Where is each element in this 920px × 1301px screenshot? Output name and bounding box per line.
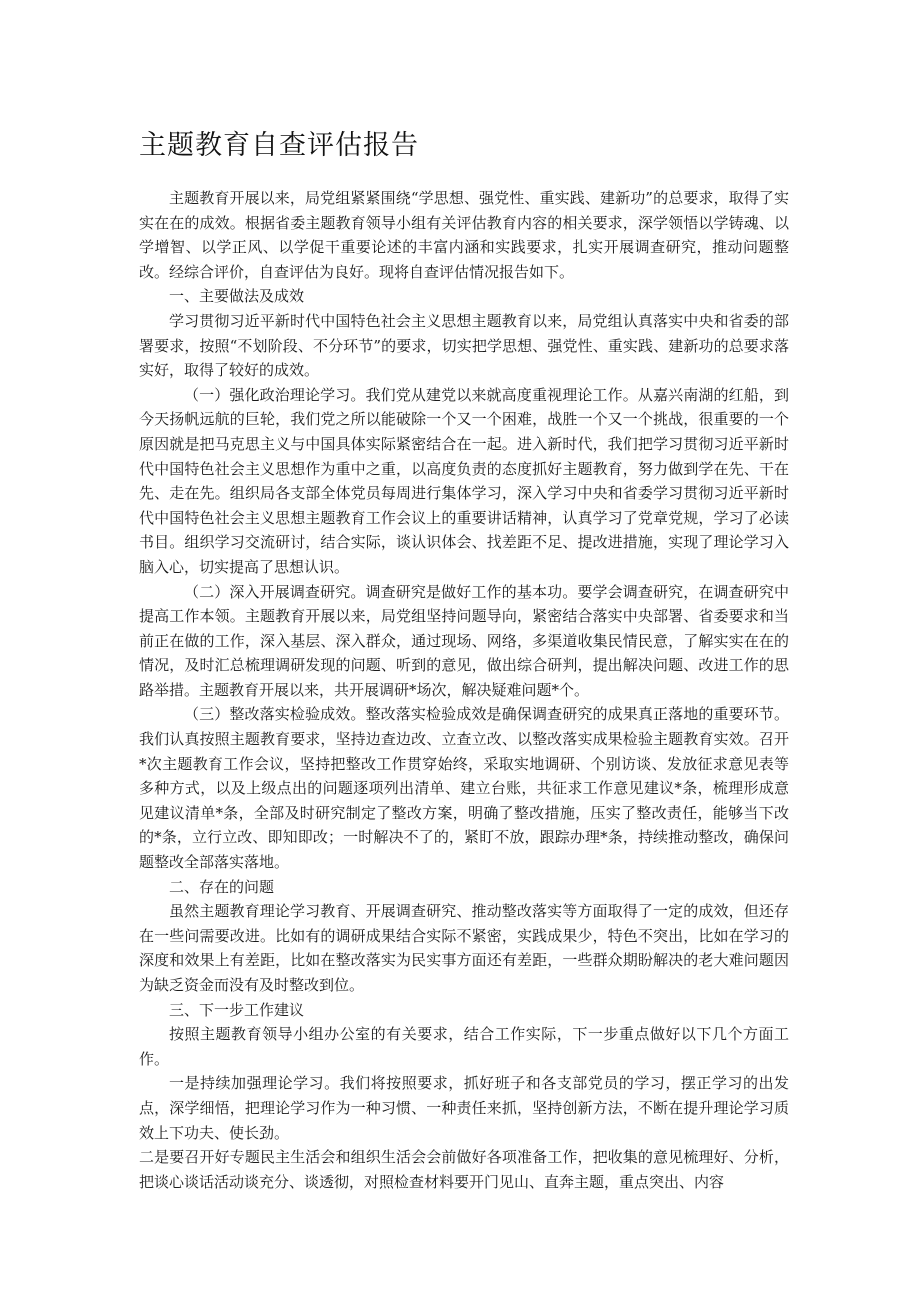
section-3-lead: 按照主题教育领导小组办公室的有关要求，结合工作实际，下一步重点做好以下几个方面工作。 <box>139 1025 789 1068</box>
section-2-body: 虽然主题教育理论学习教育、开展调查研究、推动整改落实等方面取得了一定的成效，但还存在一些问需要改进。比如有的调研成果结合实际不紧密，实践成果少，特色不突出，比如在学习的深度和效果上有差距，比如在整改落实为民实事方面还有差距，一些群众期盼解决的老大难问题因为缺乏资金而没有及时整改到位。 <box>139 902 789 994</box>
section-1-item-2: （二）深入开展调查研究。调查研究是做好工作的基本功。要学会调查研究，在调查研究中提高工作本领。主题教育开展以来，局党组坚持问题导向，紧密结合落实中央部署、省委要求和当前正在做的工作，深入基层、深入群众，通过现场、网络，多渠道收集民情民意，了解实实在在的情况，及时汇总梳理调研发现的问题、听到的意见，做出综合研判，提出解决问题、改进工作的思路举措。主题教育开展以来，共开展调研*场次，解决疑难问题*个。 <box>139 582 789 699</box>
section-2-heading: 二、存在的问题 <box>169 877 275 896</box>
section-3-heading: 三、下一步工作建议 <box>169 1000 305 1019</box>
section-1-lead: 学习贯彻习近平新时代中国特色社会主义思想主题教育以来，局党组认真落实中央和省委的部署要求，按照“不划阶段、不分环节”的要求，切实把学思想、强党性、重实践、建新功的总要求落实好，取得了较好的成效。 <box>139 311 789 380</box>
section-1-heading: 一、主要做法及成效 <box>169 287 305 306</box>
section-3-item-1: 一是持续加强理论学习。我们将按照要求，抓好班子和各支部党员的学习，摆正学习的出发点，深学细悟，把理论学习作为一种习惯、一种责任来抓，坚持创新方法，不断在提升理论学习质效上下功夫、使长劲。 <box>139 1074 789 1142</box>
intro-paragraph: 主题教育开展以来，局党组紧紧围绕“学思想、强党性、重实践、建新功”的总要求，取得了实实在在的成效。根据省委主题教育领导小组有关评估教育内容的相关要求，深学领悟以学铸魂、以学增智、以学正风、以学促干重要论述的丰富内涵和实践要求，扎实开展调查研究，推动问题整改。经综合评价，自查评估为良好。现将自查评估情况报告如下。 <box>139 189 789 281</box>
section-1-item-3: （三）整改落实检验成效。整改落实检验成效是确保调查研究的成果真正落地的重要环节。我们认真按照主题教育要求，坚持边查边改、立查立改、以整改落实成果检验主题教育实效。召开*次主题教育工作会议，坚持把整改工作贯穿始终，采取实地调研、个别访谈、发放征求意见表等多种方式，以及上级点出的问题逐项列出清单、建立台账，共征求工作意见建议*条，梳理形成意见建议清单*条，全部及时研究制定了整改方案，明确了整改措施，压实了整改责任，能够当下改的*条，立行立改、即知即改；一时解决不了的，紧盯不放，跟踪办理*条，持续推动整改，确保问题整改全部落实落地。 <box>139 705 789 872</box>
section-3-item-2: 二是要召开好专题民主生活会和组织生活会会前做好各项准备工作，把收集的意见梳理好、分析，把谈心谈话活动谈充分、谈透彻，对照检查材料要开门见山、直奔主题，重点突出、内容 <box>139 1148 789 1191</box>
document-page <box>139 128 789 1194</box>
section-1-item-1: （一）强化政治理论学习。我们党从建党以来就高度重视理论工作。从嘉兴南湖的红船，到今天扬帆远航的巨轮，我们党之所以能破除一个又一个困难，战胜一个又一个挑战，很重要的一个原因就是把马克思主义与中国具体实际紧密结合在一起。进入新时代，我们把学习贯彻习近平新时代中国特色社会主义思想作为重中之重，以高度负责的态度抓好主题教育，努力做到学在先、干在先、走在先。组织局各支部全体党员每周进行集体学习，深入学习中央和省委学习贯彻习近平新时代中国特色社会主义思想主题教育工作会议上的重要讲话精神，认真学习了党章党规，学习了必读书目。组织学习交流研讨，结合实际，谈认识体会、找差距不足、提改进措施，实现了理论学习入脑入心，切实提高了思想认识。 <box>139 385 789 576</box>
document-title: 主题教育自查评估报告 <box>139 130 419 161</box>
